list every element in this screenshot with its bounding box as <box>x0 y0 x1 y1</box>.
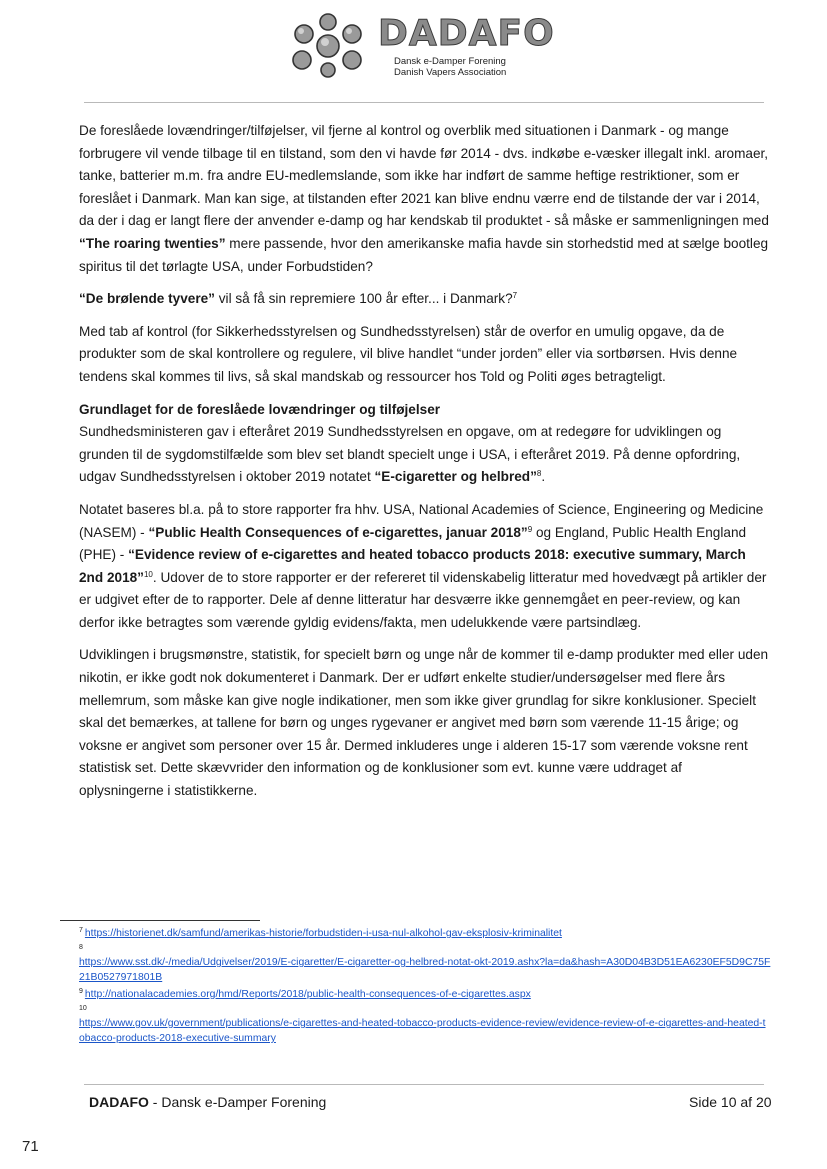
footnote-10 <box>79 1004 771 1046</box>
footnote-number: 10 <box>79 1005 87 1012</box>
footnote-link[interactable]: http://nationalacademies.org/hmd/Reports/2018/public-health-consequences-of-e-cigarettes.aspx <box>84 989 531 1000</box>
paragraph-text: . <box>541 469 546 485</box>
brand-name: DADAFO <box>378 13 555 54</box>
footnote-number: 7 <box>79 927 83 934</box>
footnote-ref[interactable]: 10 <box>143 569 153 579</box>
footnote-link[interactable]: https://www.gov.uk/government/publications/e-cigarettes-and-heated-tobacco-products-evidence-review/evidence-review-of-e-cigarettes-and-heated-tobacco-products-2018-executive-summary <box>79 1018 766 1044</box>
footnote-ref[interactable]: 8 <box>536 469 542 479</box>
paragraph-text: Notatet baseres bl.a. på to store rapporter fra hhv. USA, National Academies of Science, Engineering og Medicine (NASEM) - <box>79 501 764 540</box>
footnote-9 <box>79 987 771 1002</box>
bold-quote: “Public Health Consequences of e-cigarettes, januar 2018” <box>148 524 528 540</box>
footer-org-name: - Dansk e-Damper Forening <box>148 1094 327 1110</box>
brand-subtitle-english: Danish Vapers Association <box>394 67 507 78</box>
paragraph-loss-of-control: Med tab af kontrol (for Sikkerhedsstyrelsen og Sundhedsstyrelsen) står de overfor en umulig opgave, da de produkter som de skal kontrollere og regulere, vil blive handlet “under jorden” eller via sortbørsen. Hvis denne tendens skal kommes til livs, så skal mandskab og ressourcer hos Told og Politi øges betragteligt. <box>79 323 738 384</box>
document-body <box>79 120 769 813</box>
footnote-number: 9 <box>79 988 83 995</box>
footnote-link[interactable]: https://www.sst.dk/-/media/Udgivelser/2019/E-cigaretter/E-cigaretter-og-helbred-notat-okt-2019.ashx?la=da&hash=A30D04B3D51EA6230EF5D9C75F21B0527971801B <box>79 957 771 983</box>
paragraph-reports <box>79 499 769 635</box>
paragraph-text: mere passende, hvor den amerikanske mafia havde sin storhedstid med at sælge bootleg spiritus til det tørlagte USA, under Forbudstiden? <box>79 235 769 274</box>
footer-organization <box>89 1094 326 1110</box>
bold-quote: “De brølende tyvere” <box>79 291 215 307</box>
paragraph-text: vil så få sin repremiere 100 år efter... i Danmark? <box>214 291 513 307</box>
dadafo-logo <box>290 12 555 78</box>
footnote-ref[interactable]: 9 <box>527 524 533 534</box>
footnotes <box>79 926 771 1048</box>
paragraph-statistics: Udviklingen i brugsmønstre, statistik, for specielt børn og unge når de kommer til e-damp produkter med eller uden nikotin, er ikke godt nok dokumenteret i Danmark. Der er udført enkelte studier/undersøgelser med flere års mellemrum, som måske kan give nogle indikationer, men som ikke giver grundlag for sikre konklusioner. Specielt skal det bemærkes, at tallene for børn og unges rygevaner er angivet med børn som værende 11-15 årige; og voksne er angivet som personer over 15 år. Dermed inkluderes unge i alderen 15-17 som værende voksne rent statistisk set. Dette skævvrider den information og de konklusioner som evt. kunne være uddraget af oplysningerne i statistikkerne. <box>79 647 769 799</box>
footer-org-short: DADAFO <box>89 1094 149 1110</box>
section-heading: Grundlaget for de foreslåede lovændringer og tilføjelser <box>79 401 441 417</box>
footnote-link[interactable]: https://historienet.dk/samfund/amerikas-historie/forbudstiden-i-usa-nul-alkohol-gav-eksplosiv-kriminalitet <box>84 928 562 939</box>
bold-quote: “Evidence review of e-cigarettes and heated tobacco products 2018: executive summary, March 2nd 2018” <box>79 547 746 585</box>
footer-page-indicator: Side 10 af 20 <box>689 1094 772 1110</box>
margin-page-number: 71 <box>22 1138 39 1155</box>
paragraph-minister-task <box>79 421 769 489</box>
footnote-8 <box>79 943 771 985</box>
header-divider <box>84 102 764 103</box>
footnote-separator <box>60 920 260 921</box>
footnote-number: 8 <box>79 944 83 951</box>
bold-quote: “E-cigaretter og helbred” <box>374 469 537 485</box>
paragraph-broelende-tyvere <box>79 288 769 311</box>
footnote-7 <box>79 926 771 941</box>
brand-subtitle-danish: Dansk e-Damper Forening <box>394 56 506 67</box>
footnote-ref[interactable]: 7 <box>512 291 518 301</box>
bold-quote: “The roaring twenties” <box>79 235 226 251</box>
paragraph-text: . Udover de to store rapporter er der refereret til videnskabelig litteratur med hovedvægt på artikler der er udgivet efter de to rapporter. Dele af denne litteratur har desværre ikke gennemgået en peer-review, og kan derfor ikke betragtes som værende gyldig evidens/fakta, men udelukkende være partsindlæg. <box>79 569 767 630</box>
paragraph-text: De foreslåede lovændringer/tilføjelser, vil fjerne al kontrol og overblik med situationen i Danmark - og mange forbrugere vil vende tilbage til en tilstand, som den vi havde før 2014 - dvs. indkøbe e-væsker illegalt inkl. aromaer, tanke, batterier m.m. fra andre EU-medlemslande, som ikke har indført de samme heftige restriktioner, som er foreslået i Danmark. Man kan sige, at tilstanden efter 2021 kan blive endnu værre end de tilstande der var i 2014, da der i dag er langt flere der anvender e-damp og har kendskab til produktet - så måske er sammenligningen med <box>79 123 769 229</box>
footer-divider <box>84 1084 764 1085</box>
paragraph-text: og England, Public Health England (PHE) - <box>79 524 747 563</box>
molecule-logo-icon <box>290 12 366 78</box>
paragraph-text: Sundhedsministeren gav i efteråret 2019 Sundhedsstyrelsen en opgave, om at redegøre for udviklingen og grunden til de sygdomstilfælde som blev set blandt specielt unge i USA, i efteråret 2019. På denne opfordring, udgav Sundhedsstyrelsen i oktober 2019 notatet <box>79 424 741 485</box>
paragraph-roaring-twenties <box>79 120 769 278</box>
